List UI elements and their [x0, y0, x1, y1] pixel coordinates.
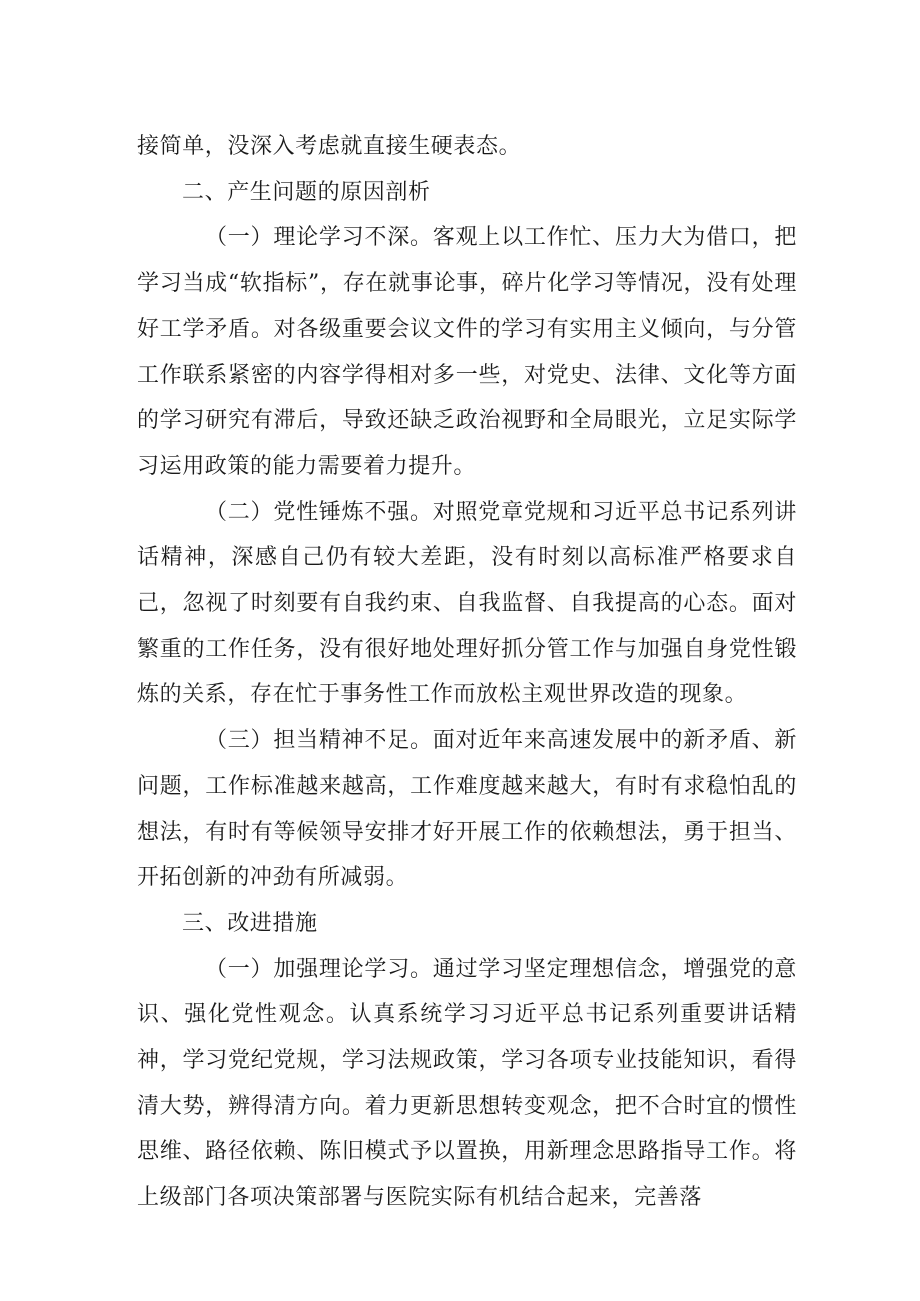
- document-body: [137, 124, 797, 1221]
- section-heading-causes: 二、产生问题的原因剖析: [182, 179, 431, 205]
- paragraph-strengthen-study: （一）加强理论学习。通过学习坚定理想信念，增强党的意识、强化党性观念。认真系统学习习近平总书记系列重要讲话精神，学习党纪党规，学习法规政策，学习各项专业技能知识，看得清大势，辨得清方向。着力更新思想转变观念，把不合时宜的惯性思维、路径依赖、陈旧模式予以置换，用新理念思路指导工作。将上级部门各项决策部署与医院实际有机结合起来，完善落: [137, 956, 797, 1211]
- paragraph-continuation: 接简单，没深入考虑就直接生硬表态。: [137, 134, 522, 159]
- paragraph-theory-study: （一）理论学习不深。客观上以工作忙、压力大为借口，把学习当成“软指标”，存在就事论事，碎片化学习等情况，没有处理好工学矛盾。对各级重要会议文件的学习有实用主义倾向，与分管工作联系紧密的内容学得相对多一些，对党史、法律、文化等方面的学习研究有滞后，导致还缺乏政治视野和全局眼光，立足实际学习运用政策的能力需要着力提升。: [137, 225, 797, 479]
- paragraph-party-spirit: （二）党性锤炼不强。对照党章党规和习近平总书记系列讲话精神，深感自己仍有较大差距，没有时刻以高标准严格要求自己，忽视了时刻要有自我约束、自我监督、自我提高的心态。面对繁重的工作任务，没有很好地处理好抓分管工作与加强自身党性锻炼的关系，存在忙于事务性工作而放松主观世界改造的现象。: [137, 499, 797, 708]
- paragraph-responsibility: （三）担当精神不足。面对近年来高速发展中的新矛盾、新问题，工作标准越来越高，工作难度越来越大，有时有求稳怕乱的想法，有时有等候领导安排才好开展工作的依赖想法，勇于担当、开拓创新的冲劲有所减弱。: [137, 728, 797, 891]
- section-heading-improvements: 三、改进措施: [182, 910, 318, 936]
